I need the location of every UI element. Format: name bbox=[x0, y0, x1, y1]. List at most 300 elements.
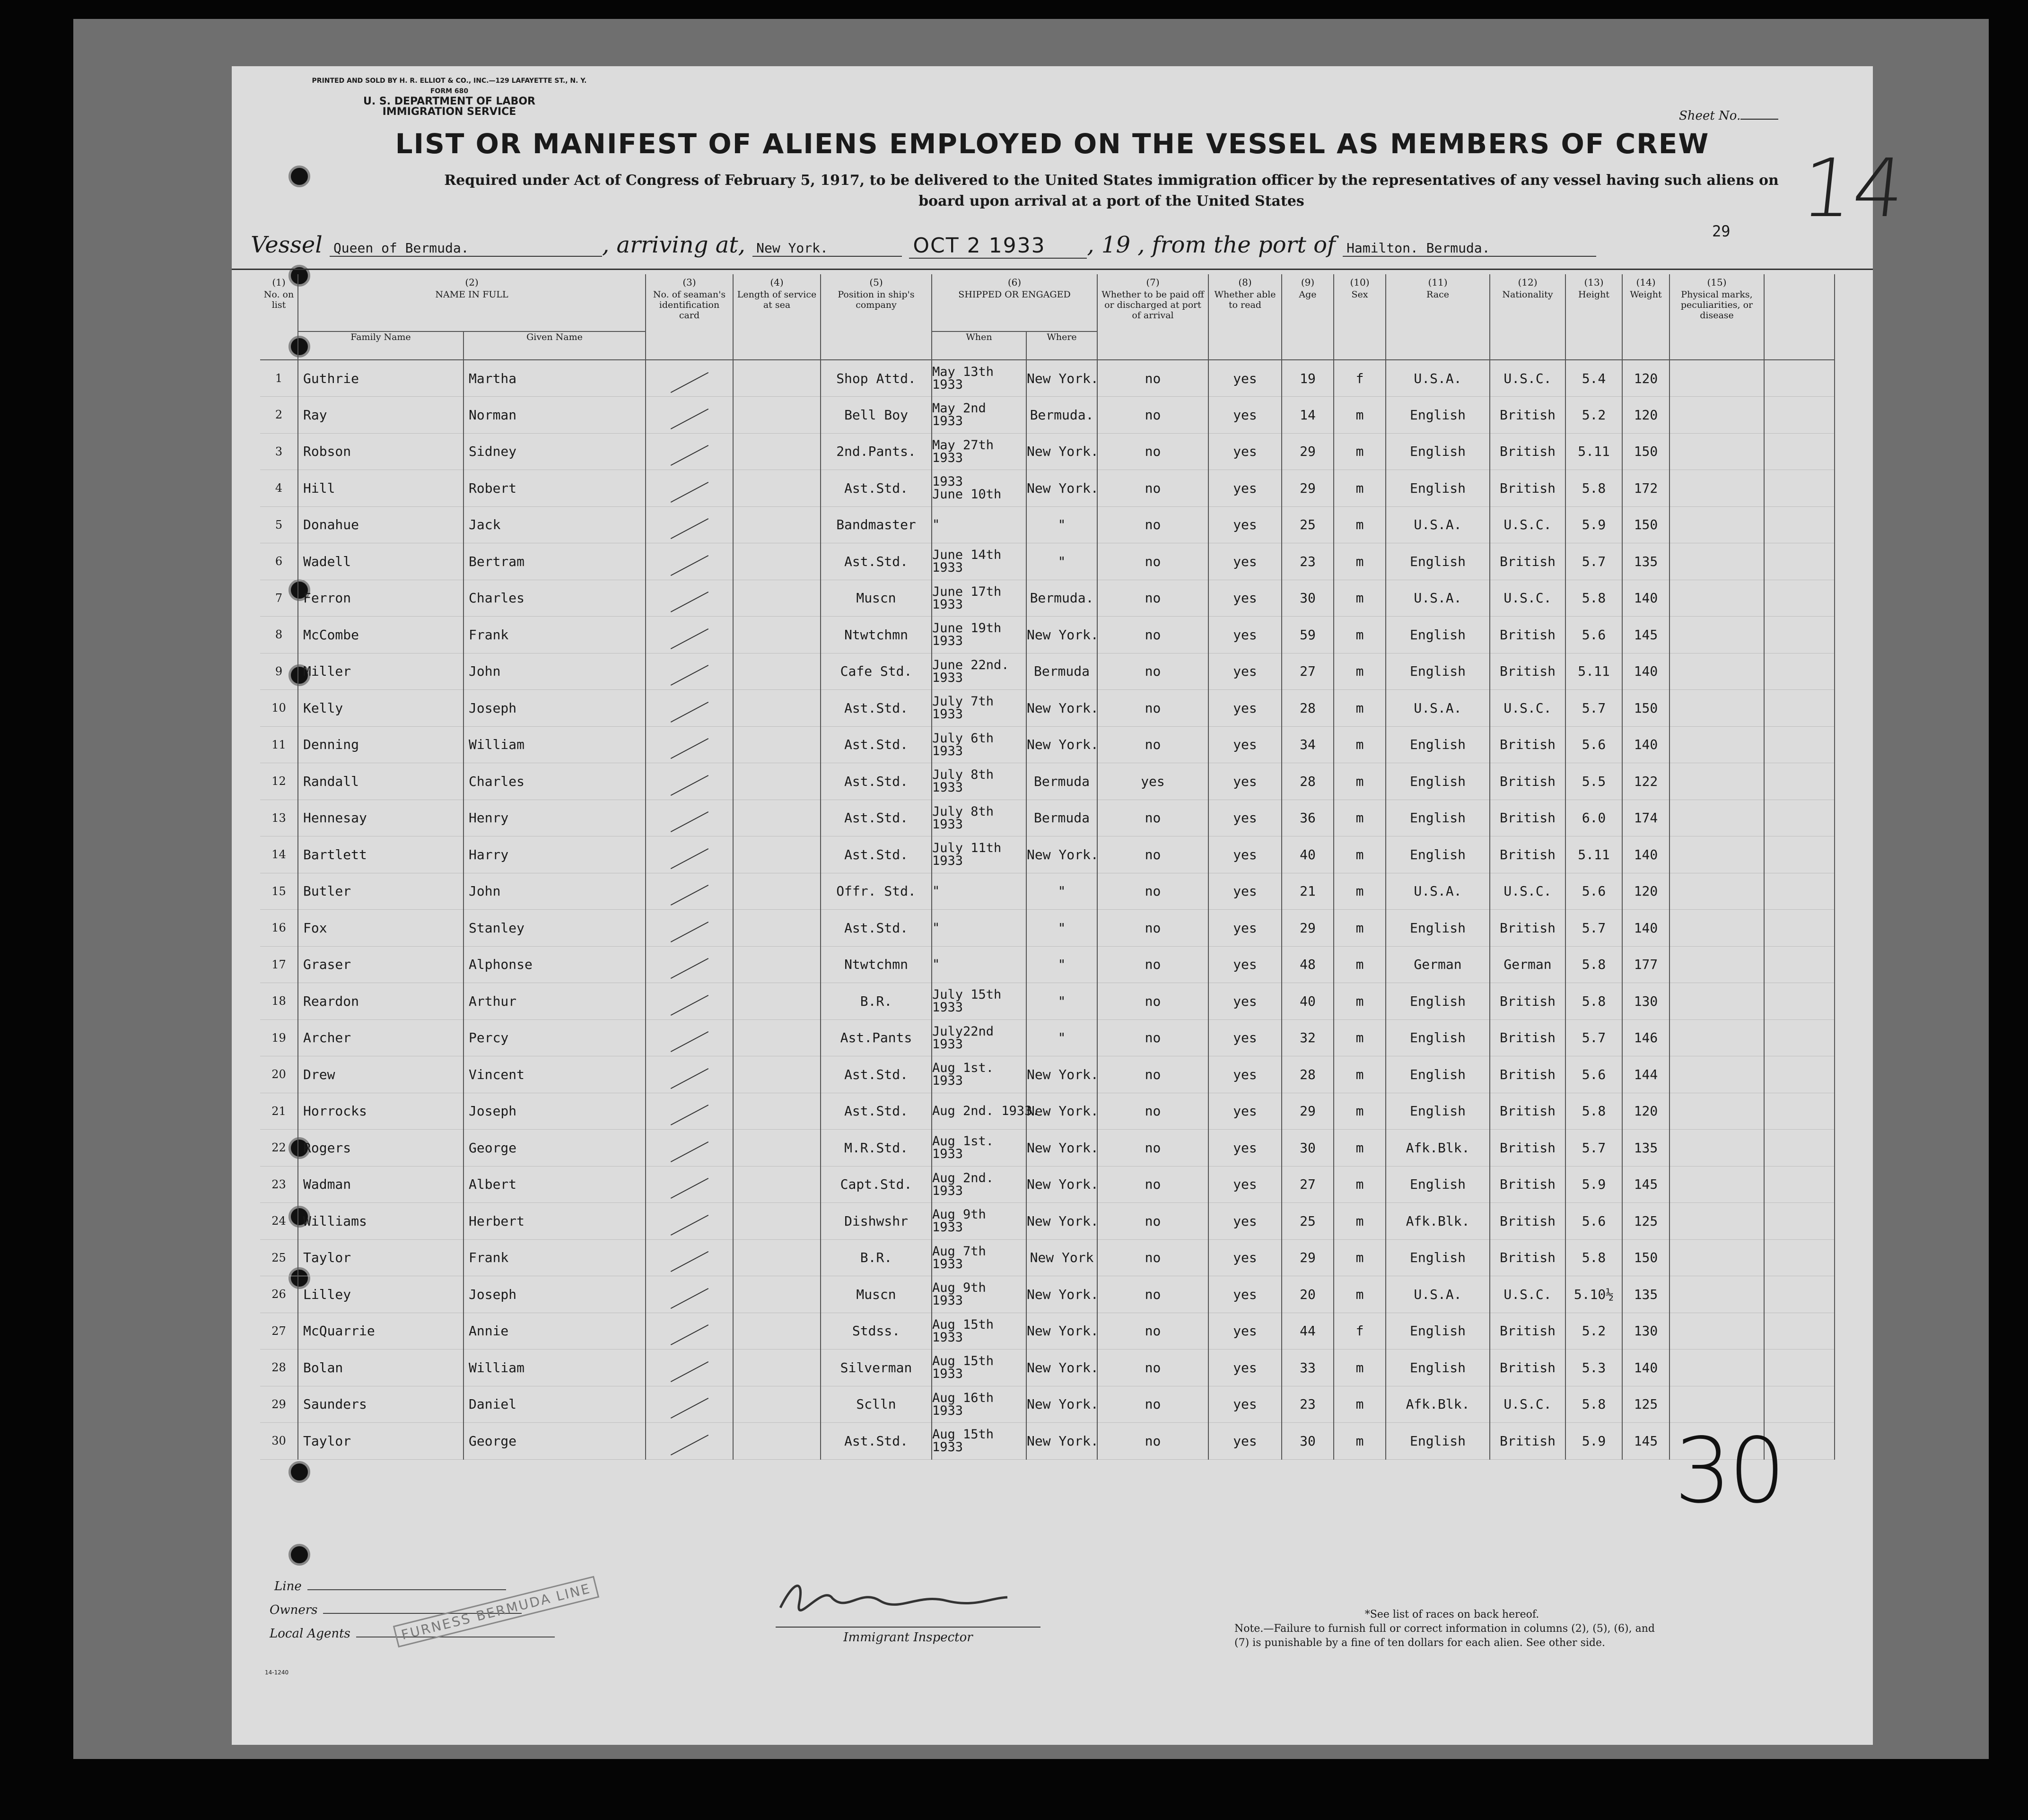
height: 5.6 bbox=[1565, 726, 1622, 763]
service-length bbox=[733, 1313, 821, 1350]
engaged-when-line1: Aug 2nd. 1933. bbox=[932, 1104, 1040, 1119]
engaged-when-line1: July 6th bbox=[932, 731, 994, 746]
weight: 140 bbox=[1622, 836, 1670, 873]
engaged-when-line2: 1933 bbox=[932, 597, 963, 612]
row-number: 19 bbox=[260, 1019, 298, 1056]
family-name: Miller bbox=[298, 653, 463, 690]
check-mark bbox=[670, 372, 708, 392]
engaged-where: New York. bbox=[1026, 1203, 1097, 1240]
paid-off: no bbox=[1097, 653, 1208, 690]
table-row bbox=[260, 1239, 1835, 1276]
engaged-when bbox=[932, 690, 1026, 727]
engaged-where: Bermuda. bbox=[1026, 397, 1097, 434]
engaged-when-line2: 1933 bbox=[932, 743, 963, 758]
engaged-when-line1: Aug 7th bbox=[932, 1244, 986, 1259]
document-subtitle: Required under Act of Congress of February 5, 1917, to be delivered to the United States immigration officer by the representatives of any vessel having such aliens on board upon arrival at a port of the United States bbox=[444, 172, 1779, 209]
position: Ntwtchmn bbox=[821, 617, 932, 653]
sex: m bbox=[1334, 1093, 1386, 1130]
family-name: Fox bbox=[298, 910, 463, 947]
sex: m bbox=[1334, 800, 1386, 836]
service-length bbox=[733, 1239, 821, 1276]
engaged-where: New York. bbox=[1026, 1130, 1097, 1167]
engaged-where: Bermuda bbox=[1026, 763, 1097, 800]
table-row bbox=[260, 433, 1835, 470]
age: 29 bbox=[1282, 433, 1334, 470]
col-8-header: (8) Whether able to read bbox=[1208, 274, 1282, 360]
table-row bbox=[260, 1350, 1835, 1386]
sex: m bbox=[1334, 946, 1386, 983]
physical-marks bbox=[1670, 836, 1764, 873]
able-to-read: yes bbox=[1208, 1203, 1282, 1240]
family-name: Archer bbox=[298, 1019, 463, 1056]
able-to-read: yes bbox=[1208, 1423, 1282, 1460]
service-length bbox=[733, 1093, 821, 1130]
paid-off: no bbox=[1097, 360, 1208, 397]
service-length bbox=[733, 506, 821, 543]
age: 20 bbox=[1282, 1276, 1334, 1313]
service-length bbox=[733, 910, 821, 947]
family-name: Lilley bbox=[298, 1276, 463, 1313]
id-card-mark bbox=[646, 580, 733, 617]
engaged-when-line1: Aug 1st. bbox=[932, 1061, 994, 1076]
engaged-when-line1: May 13th bbox=[932, 365, 994, 379]
engaged-when bbox=[932, 506, 1026, 543]
paid-off: no bbox=[1097, 946, 1208, 983]
given-name: Joseph bbox=[463, 1093, 646, 1130]
paid-off: no bbox=[1097, 397, 1208, 434]
engaged-when-line1: Aug 1st. bbox=[932, 1134, 994, 1149]
sex: m bbox=[1334, 1239, 1386, 1276]
engaged-when-line2: 1933 bbox=[932, 1147, 963, 1162]
family-name: Ray bbox=[298, 397, 463, 434]
check-mark bbox=[670, 922, 708, 942]
position: Ast.Std. bbox=[821, 1056, 932, 1093]
engaged-where: Bermuda. bbox=[1026, 580, 1097, 617]
able-to-read: yes bbox=[1208, 910, 1282, 947]
family-name: Denning bbox=[298, 726, 463, 763]
physical-marks bbox=[1670, 653, 1764, 690]
row-number: 14 bbox=[260, 836, 298, 873]
given-name: Joseph bbox=[463, 1276, 646, 1313]
position: Muscn bbox=[821, 580, 932, 617]
race: English bbox=[1386, 1093, 1490, 1130]
penalty-note: Note.—Failure to furnish full or correct information in columns (2), (5), (6), and (7) is punishable by a fine of ten dollars for each alien. See other side. bbox=[1234, 1623, 1655, 1649]
id-card-mark bbox=[646, 653, 733, 690]
engaged-where: " bbox=[1026, 873, 1097, 910]
nationality: U.S.C. bbox=[1490, 690, 1565, 727]
inspector-signature bbox=[766, 1575, 1012, 1617]
physical-marks bbox=[1670, 580, 1764, 617]
blank-cell bbox=[1764, 433, 1835, 470]
crew-manifest-table bbox=[260, 274, 1835, 1460]
race: English bbox=[1386, 1239, 1490, 1276]
given-name: Alphonse bbox=[463, 946, 646, 983]
age: 28 bbox=[1282, 763, 1334, 800]
id-card-mark bbox=[646, 617, 733, 653]
weight: 145 bbox=[1622, 1423, 1670, 1460]
given-name: Vincent bbox=[463, 1056, 646, 1093]
vessel-name: Queen of Bermuda. bbox=[330, 240, 602, 257]
physical-marks bbox=[1670, 946, 1764, 983]
blank-cell bbox=[1764, 1019, 1835, 1056]
check-mark bbox=[670, 1288, 708, 1309]
race: English bbox=[1386, 1423, 1490, 1460]
position: Shop Attd. bbox=[821, 360, 932, 397]
id-card-mark bbox=[646, 543, 733, 580]
engaged-when-line1: June 14th bbox=[932, 548, 1002, 563]
weight: 120 bbox=[1622, 397, 1670, 434]
age: 48 bbox=[1282, 946, 1334, 983]
id-card-mark bbox=[646, 946, 733, 983]
id-card-mark bbox=[646, 1350, 733, 1386]
paid-off: no bbox=[1097, 506, 1208, 543]
family-name: Randall bbox=[298, 763, 463, 800]
row-number: 6 bbox=[260, 543, 298, 580]
physical-marks bbox=[1670, 1276, 1764, 1313]
race: English bbox=[1386, 836, 1490, 873]
service-length bbox=[733, 433, 821, 470]
engaged-when-line2: 1933 bbox=[932, 1036, 963, 1052]
position: Ast.Std. bbox=[821, 800, 932, 836]
engaged-when-line2: 1933 bbox=[932, 450, 963, 465]
paid-off: no bbox=[1097, 836, 1208, 873]
physical-marks bbox=[1670, 1056, 1764, 1093]
check-mark bbox=[670, 482, 708, 503]
engaged-when bbox=[932, 800, 1026, 836]
paid-off: no bbox=[1097, 1313, 1208, 1350]
given-name: Jack bbox=[463, 506, 646, 543]
given-name: Annie bbox=[463, 1313, 646, 1350]
col-1-header: (1) No. on list bbox=[260, 274, 298, 360]
engaged-when bbox=[932, 1423, 1026, 1460]
nationality: British bbox=[1490, 836, 1565, 873]
check-mark bbox=[670, 1251, 708, 1272]
engaged-where: New York bbox=[1026, 1239, 1097, 1276]
age: 27 bbox=[1282, 1166, 1334, 1203]
engaged-when-line1: " bbox=[932, 517, 940, 532]
engaged-where: New York. bbox=[1026, 690, 1097, 727]
race: Afk.Blk. bbox=[1386, 1130, 1490, 1167]
table-row bbox=[260, 1203, 1835, 1240]
table-row bbox=[260, 1019, 1835, 1056]
race: German bbox=[1386, 946, 1490, 983]
sex: m bbox=[1334, 433, 1386, 470]
id-card-mark bbox=[646, 763, 733, 800]
check-mark bbox=[670, 628, 708, 649]
physical-marks bbox=[1670, 1386, 1764, 1423]
engaged-when-line2: 1933 bbox=[932, 1330, 963, 1345]
race: U.S.A. bbox=[1386, 580, 1490, 617]
physical-marks bbox=[1670, 1093, 1764, 1130]
able-to-read: yes bbox=[1208, 1239, 1282, 1276]
given-name: Charles bbox=[463, 580, 646, 617]
sex: m bbox=[1334, 1203, 1386, 1240]
nationality: British bbox=[1490, 653, 1565, 690]
row-number: 17 bbox=[260, 946, 298, 983]
able-to-read: yes bbox=[1208, 433, 1282, 470]
col-4-header: (4) Length of service at sea bbox=[733, 274, 821, 360]
age: 23 bbox=[1282, 1386, 1334, 1423]
race: English bbox=[1386, 1313, 1490, 1350]
nationality: British bbox=[1490, 1130, 1565, 1167]
family-name: Taylor bbox=[298, 1423, 463, 1460]
family-name: Drew bbox=[298, 1056, 463, 1093]
given-name: William bbox=[463, 1350, 646, 1386]
col-2-header: (2) NAME IN FULL bbox=[298, 274, 646, 331]
engaged-when-line2: 1933 bbox=[932, 1220, 963, 1235]
height: 5.6 bbox=[1565, 617, 1622, 653]
height: 5.11 bbox=[1565, 433, 1622, 470]
document-title: LIST OR MANIFEST OF ALIENS EMPLOYED ON THE VESSEL AS MEMBERS OF CREW bbox=[395, 128, 1710, 160]
position: Bandmaster bbox=[821, 506, 932, 543]
height: 5.5 bbox=[1565, 763, 1622, 800]
blank-cell bbox=[1764, 1313, 1835, 1350]
sex: m bbox=[1334, 910, 1386, 947]
service-name: IMMIGRATION SERVICE bbox=[382, 106, 516, 118]
row-number: 2 bbox=[260, 397, 298, 434]
engaged-where: New York. bbox=[1026, 836, 1097, 873]
able-to-read: yes bbox=[1208, 1166, 1282, 1203]
sex: m bbox=[1334, 983, 1386, 1020]
paid-off: no bbox=[1097, 1203, 1208, 1240]
weight: 150 bbox=[1622, 433, 1670, 470]
row-number: 20 bbox=[260, 1056, 298, 1093]
check-mark bbox=[670, 1031, 708, 1052]
paid-off: no bbox=[1097, 1276, 1208, 1313]
height: 5.7 bbox=[1565, 543, 1622, 580]
given-name: George bbox=[463, 1130, 646, 1167]
engaged-where: " bbox=[1026, 910, 1097, 947]
sex: m bbox=[1334, 690, 1386, 727]
id-card-mark bbox=[646, 1019, 733, 1056]
age: 28 bbox=[1282, 690, 1334, 727]
age: 59 bbox=[1282, 617, 1334, 653]
engaged-where: " bbox=[1026, 983, 1097, 1020]
given-name: Henry bbox=[463, 800, 646, 836]
row-number: 4 bbox=[260, 470, 298, 507]
check-mark bbox=[670, 885, 708, 906]
able-to-read: yes bbox=[1208, 1350, 1282, 1386]
engaged-when-line2: 1933 bbox=[932, 853, 963, 869]
races-note: *See list of races on back hereof. bbox=[1364, 1609, 1539, 1620]
position: B.R. bbox=[821, 983, 932, 1020]
row-number: 23 bbox=[260, 1166, 298, 1203]
position: Muscn bbox=[821, 1276, 932, 1313]
age: 28 bbox=[1282, 1056, 1334, 1093]
blank-column-header bbox=[1764, 274, 1835, 360]
service-length bbox=[733, 543, 821, 580]
table-row bbox=[260, 910, 1835, 947]
id-card-mark bbox=[646, 910, 733, 947]
engaged-where: New York. bbox=[1026, 726, 1097, 763]
row-number: 27 bbox=[260, 1313, 298, 1350]
position: Ast.Std. bbox=[821, 690, 932, 727]
race: Afk.Blk. bbox=[1386, 1203, 1490, 1240]
height: 5.3 bbox=[1565, 1350, 1622, 1386]
sex: m bbox=[1334, 726, 1386, 763]
engaged-where: New York. bbox=[1026, 1423, 1097, 1460]
given-name: Bertram bbox=[463, 543, 646, 580]
age: 23 bbox=[1282, 543, 1334, 580]
height: 5.6 bbox=[1565, 1056, 1622, 1093]
table-row bbox=[260, 690, 1835, 727]
service-length bbox=[733, 1276, 821, 1313]
race: U.S.A. bbox=[1386, 360, 1490, 397]
physical-marks bbox=[1670, 360, 1764, 397]
race: English bbox=[1386, 653, 1490, 690]
weight: 140 bbox=[1622, 580, 1670, 617]
engaged-when bbox=[932, 617, 1026, 653]
engaged-when-line1: Aug 15th bbox=[932, 1427, 994, 1442]
blank-cell bbox=[1764, 873, 1835, 910]
engaged-when-line1: July 11th bbox=[932, 841, 1002, 856]
blank-cell bbox=[1764, 1239, 1835, 1276]
height: 5.7 bbox=[1565, 1130, 1622, 1167]
weight: 146 bbox=[1622, 1019, 1670, 1056]
table-row bbox=[260, 360, 1835, 397]
family-name: McQuarrie bbox=[298, 1313, 463, 1350]
nationality: British bbox=[1490, 1423, 1565, 1460]
service-length bbox=[733, 360, 821, 397]
weight: 125 bbox=[1622, 1386, 1670, 1423]
row-number: 25 bbox=[260, 1239, 298, 1276]
blank-cell bbox=[1764, 617, 1835, 653]
id-card-mark bbox=[646, 836, 733, 873]
row-number: 18 bbox=[260, 983, 298, 1020]
race: English bbox=[1386, 983, 1490, 1020]
position: Ast.Std. bbox=[821, 763, 932, 800]
engaged-when bbox=[932, 873, 1026, 910]
engaged-when-line1: July 8th bbox=[932, 804, 994, 819]
nationality: British bbox=[1490, 1019, 1565, 1056]
service-length bbox=[733, 946, 821, 983]
paid-off: no bbox=[1097, 1093, 1208, 1130]
table-row bbox=[260, 946, 1835, 983]
nationality: U.S.C. bbox=[1490, 873, 1565, 910]
given-name: Albert bbox=[463, 1166, 646, 1203]
check-mark bbox=[670, 1068, 708, 1089]
table-row bbox=[260, 653, 1835, 690]
table-row bbox=[260, 1056, 1835, 1093]
able-to-read: yes bbox=[1208, 946, 1282, 983]
age: 21 bbox=[1282, 873, 1334, 910]
engaged-when-line1: Aug 15th bbox=[932, 1354, 994, 1369]
weight: 177 bbox=[1622, 946, 1670, 983]
check-mark bbox=[670, 518, 708, 539]
engaged-when bbox=[932, 726, 1026, 763]
height: 5.11 bbox=[1565, 653, 1622, 690]
race: English bbox=[1386, 397, 1490, 434]
race: English bbox=[1386, 1166, 1490, 1203]
height: 5.4 bbox=[1565, 360, 1622, 397]
nationality: British bbox=[1490, 1313, 1565, 1350]
weight: 145 bbox=[1622, 617, 1670, 653]
service-length bbox=[733, 617, 821, 653]
sex: m bbox=[1334, 836, 1386, 873]
engaged-when-line2: 1933 bbox=[932, 1073, 963, 1089]
check-mark bbox=[670, 1398, 708, 1419]
engaged-when-line1: July 7th bbox=[932, 694, 994, 709]
engaged-when bbox=[932, 397, 1026, 434]
height: 5.8 bbox=[1565, 983, 1622, 1020]
blank-cell bbox=[1764, 543, 1835, 580]
family-name: Rogers bbox=[298, 1130, 463, 1167]
inspector-label: Immigrant Inspector bbox=[776, 1627, 1040, 1645]
race: English bbox=[1386, 763, 1490, 800]
family-name: Kelly bbox=[298, 690, 463, 727]
engaged-when-line2: 1933 bbox=[932, 1440, 963, 1455]
check-mark bbox=[670, 555, 708, 576]
weight: 150 bbox=[1622, 506, 1670, 543]
family-name: Hill bbox=[298, 470, 463, 507]
sex: m bbox=[1334, 617, 1386, 653]
table-row bbox=[260, 1166, 1835, 1203]
row-number: 8 bbox=[260, 617, 298, 653]
engaged-when bbox=[932, 983, 1026, 1020]
check-mark bbox=[670, 1215, 708, 1236]
col-7-header: (7) Whether to be paid off or discharged at port of arrival bbox=[1097, 274, 1208, 360]
age: 25 bbox=[1282, 1203, 1334, 1240]
race: U.S.A. bbox=[1386, 506, 1490, 543]
weight: 130 bbox=[1622, 1313, 1670, 1350]
engaged-where: New York. bbox=[1026, 360, 1097, 397]
engaged-when-line1: Aug 16th bbox=[932, 1390, 994, 1405]
position: Dishwshr bbox=[821, 1203, 932, 1240]
race: U.S.A. bbox=[1386, 873, 1490, 910]
row-number: 24 bbox=[260, 1203, 298, 1240]
paid-off: no bbox=[1097, 1239, 1208, 1276]
able-to-read: yes bbox=[1208, 580, 1282, 617]
blank-cell bbox=[1764, 800, 1835, 836]
able-to-read: yes bbox=[1208, 617, 1282, 653]
race: U.S.A. bbox=[1386, 690, 1490, 727]
height: 5.8 bbox=[1565, 1386, 1622, 1423]
service-length bbox=[733, 580, 821, 617]
engaged-when-line2: 1933 bbox=[932, 817, 963, 832]
arriving-label: , arriving at, bbox=[602, 232, 745, 258]
id-card-mark bbox=[646, 360, 733, 397]
service-length bbox=[733, 836, 821, 873]
given-name: Frank bbox=[463, 1239, 646, 1276]
family-name: Hennesay bbox=[298, 800, 463, 836]
engaged-where: New York. bbox=[1026, 433, 1097, 470]
blank-cell bbox=[1764, 1166, 1835, 1203]
blank-cell bbox=[1764, 1350, 1835, 1386]
check-mark bbox=[670, 1178, 708, 1199]
age: 29 bbox=[1282, 910, 1334, 947]
blank-cell bbox=[1764, 1056, 1835, 1093]
physical-marks bbox=[1670, 983, 1764, 1020]
able-to-read: yes bbox=[1208, 1130, 1282, 1167]
physical-marks bbox=[1670, 1130, 1764, 1167]
table-row bbox=[260, 800, 1835, 836]
weight: 135 bbox=[1622, 543, 1670, 580]
row-number: 9 bbox=[260, 653, 298, 690]
department-name: U. S. DEPARTMENT OF LABOR bbox=[363, 96, 535, 107]
row-number: 21 bbox=[260, 1093, 298, 1130]
paid-off: no bbox=[1097, 1019, 1208, 1056]
engaged-when-line1: July 15th bbox=[932, 987, 1002, 1002]
table-row bbox=[260, 397, 1835, 434]
weight: 135 bbox=[1622, 1276, 1670, 1313]
age: 33 bbox=[1282, 1350, 1334, 1386]
engaged-when bbox=[932, 1019, 1026, 1056]
position: Bell Boy bbox=[821, 397, 932, 434]
position: Ast.Std. bbox=[821, 836, 932, 873]
engaged-when bbox=[932, 1093, 1040, 1130]
position: Ast.Std. bbox=[821, 1093, 932, 1130]
engaged-where: Bermuda bbox=[1026, 653, 1097, 690]
